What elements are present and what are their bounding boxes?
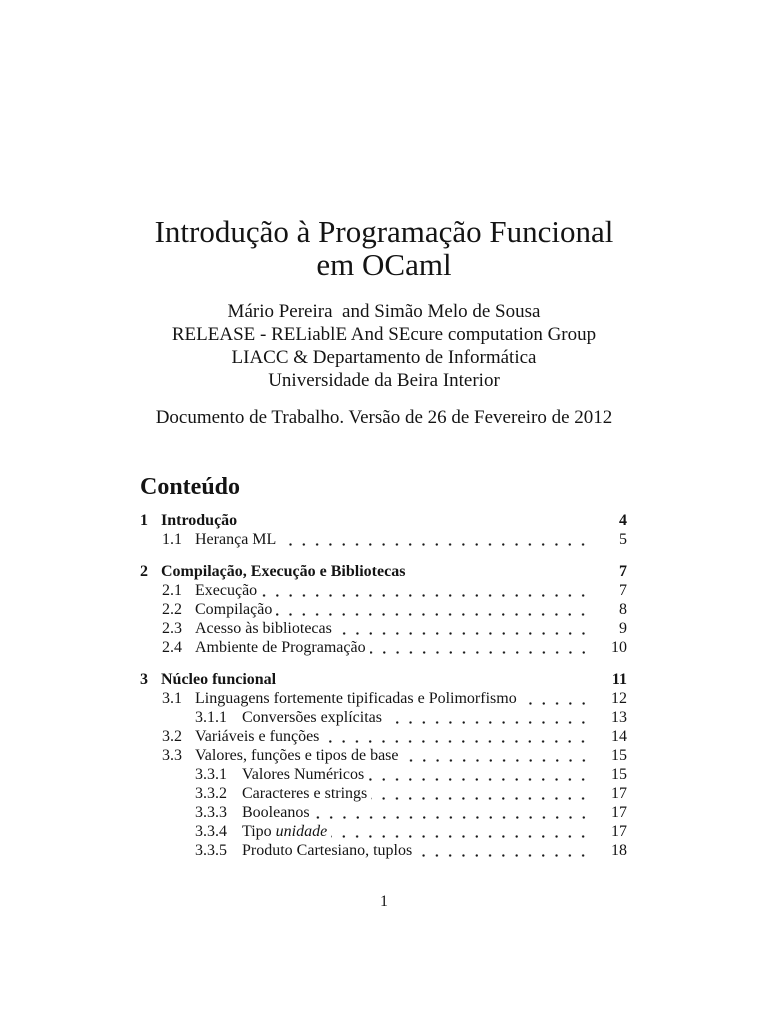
toc-entry-number: 3.3.1 bbox=[195, 766, 227, 783]
toc-entry-title-text: Valores Numéricos bbox=[242, 766, 365, 783]
toc-entry-title-text: Booleanos bbox=[242, 804, 310, 821]
affiliation-line: Universidade da Beira Interior bbox=[268, 370, 500, 391]
toc-entry-title-text: Herança ML bbox=[195, 531, 277, 548]
toc-entry-page-number: 7 bbox=[619, 582, 627, 599]
toc-entry-page-number: 9 bbox=[619, 620, 627, 637]
title-line: Introdução à Programação Funcional bbox=[154, 214, 614, 249]
dot-leader bbox=[521, 689, 590, 708]
author-names: Mário Pereira and Simão Melo de Sousa bbox=[227, 301, 541, 322]
affiliation-line: LIACC & Departamento de Informática bbox=[231, 347, 537, 368]
toc-entry-title-text: Núcleo funcional bbox=[161, 671, 277, 688]
dot-leader bbox=[371, 784, 590, 803]
toc-subsubsection-entry bbox=[140, 708, 627, 727]
toc-entry-title bbox=[195, 638, 366, 657]
toc-entry-number: 2.3 bbox=[162, 620, 182, 637]
toc-entry-title bbox=[195, 727, 319, 746]
toc-subsection-entry bbox=[140, 581, 627, 600]
toc-entry-page-number: 14 bbox=[611, 728, 627, 745]
toc-entry-page-number: 4 bbox=[619, 512, 627, 529]
toc-entry-title-text: Acesso às bibliotecas bbox=[195, 620, 332, 637]
dot-leader bbox=[416, 841, 590, 860]
toc-subsection-entry bbox=[140, 746, 627, 765]
toc-entry-page-number: 12 bbox=[611, 690, 627, 707]
toc-entry-number: 2.1 bbox=[162, 582, 182, 599]
dot-leader bbox=[336, 619, 590, 638]
toc-entry-title-text: Execução bbox=[195, 582, 258, 599]
authors-block bbox=[0, 300, 768, 392]
dot-leader bbox=[368, 765, 590, 784]
toc-entry-number: 3.2 bbox=[162, 728, 182, 745]
dot-leader bbox=[261, 581, 590, 600]
dot-leader bbox=[280, 670, 590, 689]
page-number: 1 bbox=[380, 893, 388, 910]
toc-entry-number: 3 bbox=[140, 671, 148, 688]
toc-entry-page-number: 18 bbox=[611, 842, 627, 859]
toc-entry-title bbox=[195, 689, 517, 708]
toc-entry-number: 3.3.4 bbox=[195, 823, 227, 840]
document-date-line: Documento de Trabalho. Versão de 26 de Fevereiro de 2012 bbox=[155, 407, 613, 428]
toc-entry-page-number: 15 bbox=[611, 747, 627, 764]
toc-entry-page-number: 8 bbox=[619, 601, 627, 618]
dot-leader bbox=[370, 638, 590, 657]
toc-entry-title bbox=[242, 784, 367, 803]
toc-entry-title-text: Valores, funções e tipos de base bbox=[195, 747, 399, 764]
dot-leader bbox=[386, 708, 590, 727]
toc-entry-title-text: Tipo bbox=[242, 823, 272, 840]
toc-entry-number: 2.4 bbox=[162, 639, 182, 656]
toc-entry-title-text: Produto Cartesiano, tuplos bbox=[242, 842, 413, 859]
toc-entry-number: 1 bbox=[140, 512, 148, 529]
toc-subsection-entry bbox=[140, 727, 627, 746]
toc-subsubsection-entry bbox=[140, 765, 627, 784]
toc-entry-title bbox=[195, 746, 399, 765]
table-of-contents bbox=[140, 511, 627, 860]
toc-subsection-entry bbox=[140, 619, 627, 638]
toc-entry-page-number: 10 bbox=[611, 639, 627, 656]
toc-entry-title bbox=[161, 670, 276, 689]
toc-entry-page-number: 17 bbox=[611, 823, 627, 840]
dot-leader bbox=[276, 600, 590, 619]
toc-entry-title-text: Compilação, Execução e Bibliotecas bbox=[161, 563, 406, 580]
toc-entry-title bbox=[161, 511, 237, 530]
toc-entry-title-text: Introdução bbox=[161, 512, 238, 529]
dot-leader bbox=[280, 530, 590, 549]
dot-leader bbox=[241, 511, 590, 530]
toc-entry-page-number: 7 bbox=[619, 563, 627, 580]
toc-entry-number: 3.3.2 bbox=[195, 785, 227, 802]
toc-entry-title-text: Caracteres e strings bbox=[242, 785, 368, 802]
toc-subsection-entry bbox=[140, 530, 627, 549]
toc-entry-title-text: Conversões explícitas bbox=[242, 709, 382, 726]
toc-entry-title bbox=[242, 822, 327, 841]
toc-subsubsection-entry bbox=[140, 841, 627, 860]
toc-entry-title bbox=[161, 562, 405, 581]
toc-entry-title-text: Variáveis e funções bbox=[195, 728, 320, 745]
toc-entry-title-emphasis: unidade bbox=[275, 823, 328, 840]
document-title bbox=[0, 215, 768, 281]
toc-entry-number: 1.1 bbox=[162, 531, 182, 548]
toc-entry-title bbox=[195, 600, 272, 619]
toc-heading: Conteúdo bbox=[140, 474, 241, 500]
affiliation-line: RELEASE - RELiablE And SEcure computation Group bbox=[171, 324, 597, 345]
dot-leader bbox=[409, 562, 590, 581]
dot-leader bbox=[323, 727, 590, 746]
toc-entry-title bbox=[195, 619, 332, 638]
toc-entry-title-text: Ambiente de Programação bbox=[195, 639, 366, 656]
toc-entry-number: 3.3.5 bbox=[195, 842, 227, 859]
toc-subsection-entry bbox=[140, 600, 627, 619]
toc-section-entry bbox=[140, 562, 627, 581]
toc-section-entry bbox=[140, 670, 627, 689]
toc-subsubsection-entry bbox=[140, 803, 627, 822]
dot-leader bbox=[331, 822, 590, 841]
toc-subsection-entry bbox=[140, 638, 627, 657]
toc-entry-title bbox=[195, 530, 276, 549]
toc-subsection-entry bbox=[140, 689, 627, 708]
toc-entry-page-number: 17 bbox=[611, 785, 627, 802]
toc-entry-title-text: Compilação bbox=[195, 601, 273, 618]
toc-entry-title bbox=[242, 803, 310, 822]
toc-subsubsection-entry bbox=[140, 822, 627, 841]
toc-entry-title bbox=[242, 765, 364, 784]
toc-entry-page-number: 13 bbox=[611, 709, 627, 726]
toc-entry-number: 3.1.1 bbox=[195, 709, 227, 726]
toc-entry-title bbox=[242, 708, 382, 727]
toc-entry-title-text: Linguagens fortemente tipificadas e Polimorfismo bbox=[195, 690, 517, 707]
toc-entry-number: 2.2 bbox=[162, 601, 182, 618]
toc-entry-number: 2 bbox=[140, 563, 148, 580]
toc-entry-title bbox=[242, 841, 412, 860]
toc-entry-page-number: 11 bbox=[611, 671, 627, 688]
toc-entry-number: 3.3 bbox=[162, 747, 182, 764]
toc-entry-page-number: 5 bbox=[619, 531, 627, 548]
toc-entry-number: 3.3.3 bbox=[195, 804, 227, 821]
title-line: em OCaml bbox=[316, 247, 452, 282]
toc-section-entry bbox=[140, 511, 627, 530]
toc-entry-title bbox=[195, 581, 257, 600]
title-block bbox=[0, 215, 768, 281]
toc-subsubsection-entry bbox=[140, 784, 627, 803]
dot-leader bbox=[403, 746, 591, 765]
toc-entry-page-number: 17 bbox=[611, 804, 627, 821]
toc-entry-page-number: 15 bbox=[611, 766, 627, 783]
dot-leader bbox=[314, 803, 590, 822]
toc-entry-number: 3.1 bbox=[162, 690, 182, 707]
